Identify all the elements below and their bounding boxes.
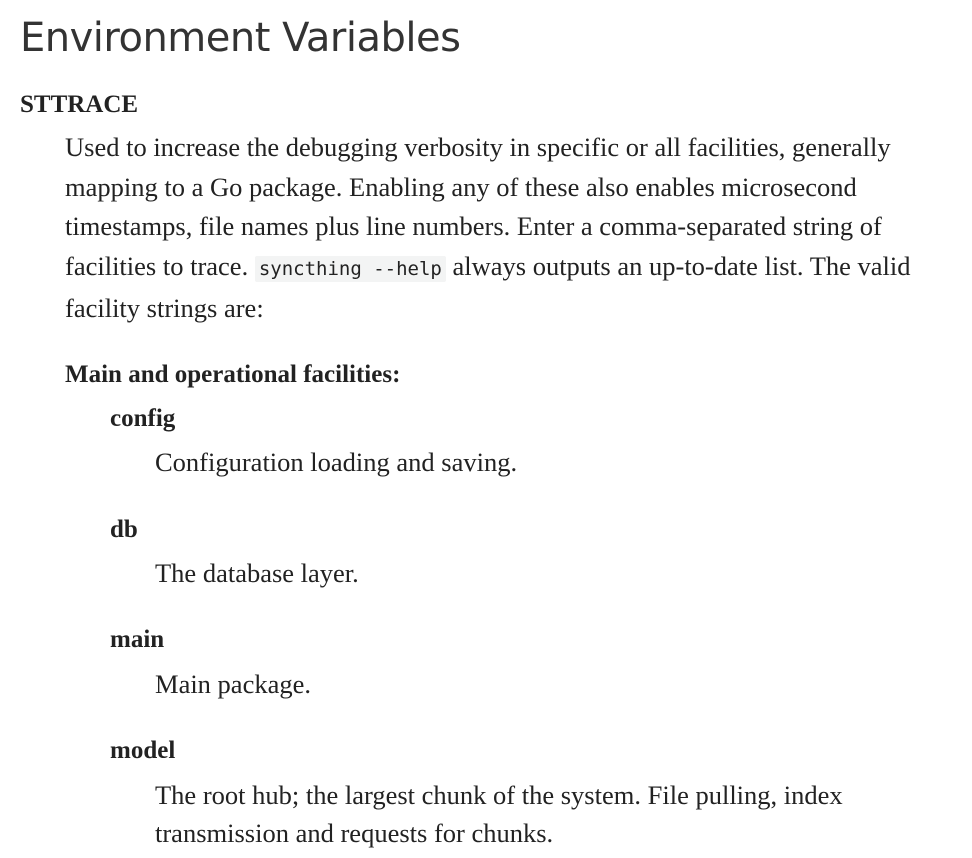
facility-term-main: main	[110, 626, 165, 653]
inline-code-command: syncthing --help	[255, 256, 446, 282]
facility-description-db: The database layer.	[155, 558, 359, 588]
facility-term-db: db	[110, 516, 138, 543]
facility-description-config: Configuration loading and saving.	[155, 447, 518, 477]
facility-description-model: The root hub; the largest chunk of the system. File pulling, index transmission and requests for chunks.	[155, 780, 843, 848]
variable-description	[65, 128, 955, 329]
facility-term-model: model	[110, 737, 176, 764]
facility-description-main: Main package.	[155, 669, 311, 699]
page-title: Environment Variables	[20, 15, 461, 61]
facility-group-heading: Main and operational facilities:	[65, 361, 401, 388]
variable-name: STTRACE	[20, 91, 139, 118]
facility-term-config: config	[110, 405, 176, 432]
description-text: Used to increase the debugging verbosity in specific or all facilities, generally mapping to a Go package. Enabling any of these also enables microsecond timestamps, file names plus line numbers. Enter a comma-separated string of facilities to trace.	[65, 132, 891, 281]
description-text-continued: always outputs an up-to-date list. The valid facility strings are:	[65, 250, 911, 323]
